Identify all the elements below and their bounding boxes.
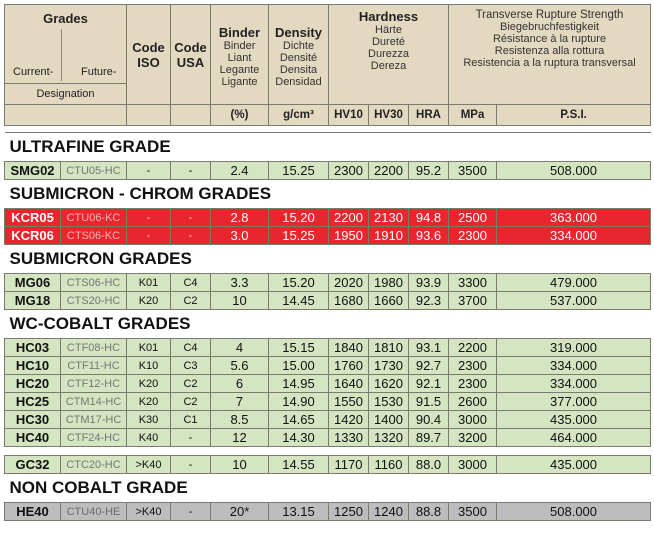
section-ultrafine [5,133,651,162]
hra-value: 92.7 [409,357,449,375]
hra-value: 93.9 [409,274,449,292]
hra-unit: HRA [409,105,449,126]
hv10-value: 1680 [329,292,369,310]
psi-value: 508.000 [497,503,651,521]
code-usa: C2 [171,292,211,310]
density-value: 13.15 [269,503,329,521]
code-iso: >K40 [127,456,171,474]
grade-row-he40 [5,503,651,521]
binder-value: 20* [211,503,269,521]
trs-line: Résistance à la rupture [492,33,607,45]
binder-value: 7 [211,393,269,411]
psi-value: 363.000 [497,209,651,227]
hv30-value: 1400 [369,411,409,429]
binder-line: Ligante [221,76,258,88]
psi-value: 334.000 [497,357,651,375]
trs-line: Resistencia a la ruptura transversal [463,57,636,69]
code-usa: C4 [171,339,211,357]
designation-header [5,84,127,105]
density-unit: g/cm³ [269,105,329,126]
code-iso: K40 [127,429,171,447]
future-grade: CTF08-HC [61,339,127,357]
code-usa: - [171,456,211,474]
current-grade: SMG02 [5,162,61,180]
hv30-unit: HV30 [369,105,409,126]
current-grade: HC20 [5,375,61,393]
mpa-value: 2200 [449,339,497,357]
units-empty [171,105,211,126]
future-grade: CTU40-HE [61,503,127,521]
mpa-value: 2300 [449,227,497,245]
binder-line: Legante [219,64,260,76]
binder-line: Liant [227,52,252,64]
grade-row-kcr06 [5,227,651,245]
hv10-value: 2200 [329,209,369,227]
grade-row-gc32 [5,456,651,474]
code-iso: - [127,162,171,180]
hv10-value: 1950 [329,227,369,245]
binder-value: 4 [211,339,269,357]
mpa-value: 3200 [449,429,497,447]
grade-row-hc03 [5,339,651,357]
binder-value: 6 [211,375,269,393]
current-label: Current- [13,66,54,78]
hra-value: 88.0 [409,456,449,474]
code-iso-header [127,5,171,105]
psi-value: 319.000 [497,339,651,357]
hv10-value: 1330 [329,429,369,447]
mpa-value: 2600 [449,393,497,411]
hv30-value: 1730 [369,357,409,375]
units-empty [127,105,171,126]
binder-value: 12 [211,429,269,447]
hv30-value: 1160 [369,456,409,474]
grade-row-mg06 [5,274,651,292]
density-line: Densité [279,52,318,64]
header-row-1 [5,5,651,84]
code-usa: - [171,162,211,180]
future-label: Future- [81,66,117,78]
density-value: 15.15 [269,339,329,357]
trs-line: Resistenza alla rottura [494,45,605,57]
mpa-value: 3000 [449,456,497,474]
hv30-value: 1910 [369,227,409,245]
section-title: ULTRAFINE GRADE [5,133,651,162]
psi-value: 435.000 [497,456,651,474]
code-usa: - [171,209,211,227]
hv30-value: 1320 [369,429,409,447]
trs-line: Biegebruchfestigkeit [499,21,600,33]
code-iso: - [127,227,171,245]
code-usa: C1 [171,411,211,429]
mpa-value: 3000 [449,411,497,429]
mpa-unit: MPa [449,105,497,126]
hv30-value: 1980 [369,274,409,292]
density-header [269,5,329,105]
binder-value: 2.4 [211,162,269,180]
future-grade: CTM14-HC [61,393,127,411]
hv10-value: 2020 [329,274,369,292]
current-grade: MG06 [5,274,61,292]
density-line: Dichte [282,40,315,52]
current-grade: HC40 [5,429,61,447]
code-iso-label: Code ISO [132,39,165,70]
binder-value: 5.6 [211,357,269,375]
hv10-value: 1420 [329,411,369,429]
current-grade: MG18 [5,292,61,310]
code-usa: - [171,503,211,521]
binder-value: 2.8 [211,209,269,227]
hra-value: 93.6 [409,227,449,245]
hv10-value: 1760 [329,357,369,375]
hv30-value: 1530 [369,393,409,411]
future-grade: CTU05-HC [61,162,127,180]
code-usa-label: Code USA [174,39,207,70]
hv30-value: 1240 [369,503,409,521]
trs-header [449,5,651,105]
grade-row-hc25 [5,393,651,411]
psi-value: 508.000 [497,162,651,180]
mpa-value: 3300 [449,274,497,292]
future-grade: CTF11-HC [61,357,127,375]
mpa-value: 3500 [449,503,497,521]
grades-divider [61,29,62,81]
code-iso: K01 [127,274,171,292]
grade-row-hc30 [5,411,651,429]
section-submicron [5,245,651,274]
code-usa: - [171,227,211,245]
binder-header [211,5,269,105]
density-value: 15.00 [269,357,329,375]
binder-value: 3.0 [211,227,269,245]
code-usa: C4 [171,274,211,292]
hardness-line: Dureté [371,36,406,48]
grade-row-hc10 [5,357,651,375]
current-grade: HC30 [5,411,61,429]
hra-value: 92.1 [409,375,449,393]
future-grade: CTC20-HC [61,456,127,474]
hv10-value: 1170 [329,456,369,474]
grade-row-mg18 [5,292,651,310]
density-value: 14.30 [269,429,329,447]
future-grade: CTS20-HC [61,292,127,310]
density-value: 15.20 [269,274,329,292]
density-value: 14.65 [269,411,329,429]
hra-value: 89.7 [409,429,449,447]
hv30-value: 1620 [369,375,409,393]
hv30-value: 2200 [369,162,409,180]
current-grade: GC32 [5,456,61,474]
spacer [5,447,651,456]
section-title: NON COBALT GRADE [5,474,651,503]
grade-row-hc20 [5,375,651,393]
psi-value: 435.000 [497,411,651,429]
grades-title: Grades [43,11,88,26]
mpa-value: 3700 [449,292,497,310]
binder-value: 10 [211,456,269,474]
density-value: 14.95 [269,375,329,393]
hra-value: 91.5 [409,393,449,411]
binder-unit: (%) [211,105,269,126]
hv10-value: 2300 [329,162,369,180]
grade-row-smg02 [5,162,651,180]
code-usa-header [171,5,211,105]
binder-value: 8.5 [211,411,269,429]
density-value: 14.90 [269,393,329,411]
hardness-header [329,5,449,105]
density-value: 14.55 [269,456,329,474]
psi-value: 377.000 [497,393,651,411]
hv10-value: 1550 [329,393,369,411]
grades-header [5,5,127,84]
grade-row-hc40 [5,429,651,447]
section-non-cobalt [5,474,651,503]
future-grade: CTF24-HC [61,429,127,447]
density-value: 15.25 [269,227,329,245]
future-grade: CTM17-HC [61,411,127,429]
hra-value: 88.8 [409,503,449,521]
hra-value: 92.3 [409,292,449,310]
current-grade: KCR05 [5,209,61,227]
section-submicron-chrom [5,180,651,209]
hardness-title: Hardness [358,9,419,24]
psi-unit: P.S.I. [497,105,651,126]
current-grade: HC10 [5,357,61,375]
hra-value: 94.8 [409,209,449,227]
code-iso: - [127,209,171,227]
grades-table-container [4,4,651,521]
hv10-value: 1840 [329,339,369,357]
hv10-unit: HV10 [329,105,369,126]
trs-line: Transverse Rupture Strength [475,9,624,21]
future-grade: CTS06-KC [61,227,127,245]
hra-value: 93.1 [409,339,449,357]
hardness-line: Durezza [368,48,409,60]
density-value: 15.25 [269,162,329,180]
binder-value: 3.3 [211,274,269,292]
density-line: Densita [279,64,318,76]
hardness-line: Dereza [370,60,407,72]
grades-table [4,4,651,521]
current-grade: HC25 [5,393,61,411]
density-value: 15.20 [269,209,329,227]
units-row [5,105,651,126]
hv30-value: 1810 [369,339,409,357]
code-iso: K30 [127,411,171,429]
section-title: WC-COBALT GRADES [5,310,651,339]
mpa-value: 2500 [449,209,497,227]
code-iso: K20 [127,393,171,411]
density-line: Densidad [275,76,322,88]
density-title: Density [275,25,322,40]
density-value: 14.45 [269,292,329,310]
code-iso: >K40 [127,503,171,521]
spacer [5,126,651,133]
code-iso: K20 [127,375,171,393]
units-empty [5,105,127,126]
binder-value: 10 [211,292,269,310]
code-usa: C2 [171,375,211,393]
current-grade: HC03 [5,339,61,357]
psi-value: 334.000 [497,227,651,245]
future-grade: CTF12-HC [61,375,127,393]
code-iso: K01 [127,339,171,357]
hv10-value: 1250 [329,503,369,521]
psi-value: 537.000 [497,292,651,310]
grade-row-kcr05 [5,209,651,227]
future-grade: CTU06-KC [61,209,127,227]
mpa-value: 2300 [449,357,497,375]
code-usa: C3 [171,357,211,375]
code-iso: K10 [127,357,171,375]
section-title: SUBMICRON - CHROM GRADES [5,180,651,209]
future-grade: CTS06-HC [61,274,127,292]
binder-title: Binder [218,25,261,40]
hv30-value: 1660 [369,292,409,310]
code-iso: K20 [127,292,171,310]
hardness-line: Härte [375,24,402,36]
hv10-value: 1640 [329,375,369,393]
mpa-value: 2300 [449,375,497,393]
current-grade: KCR06 [5,227,61,245]
code-usa: C2 [171,393,211,411]
psi-value: 334.000 [497,375,651,393]
mpa-value: 3500 [449,162,497,180]
current-grade: HE40 [5,503,61,521]
hra-value: 90.4 [409,411,449,429]
section-wc-cobalt [5,310,651,339]
designation-label: Designation [36,88,95,100]
psi-value: 479.000 [497,274,651,292]
section-title: SUBMICRON GRADES [5,245,651,274]
psi-value: 464.000 [497,429,651,447]
binder-line: Binder [223,40,256,52]
hv30-value: 2130 [369,209,409,227]
code-usa: - [171,429,211,447]
hra-value: 95.2 [409,162,449,180]
